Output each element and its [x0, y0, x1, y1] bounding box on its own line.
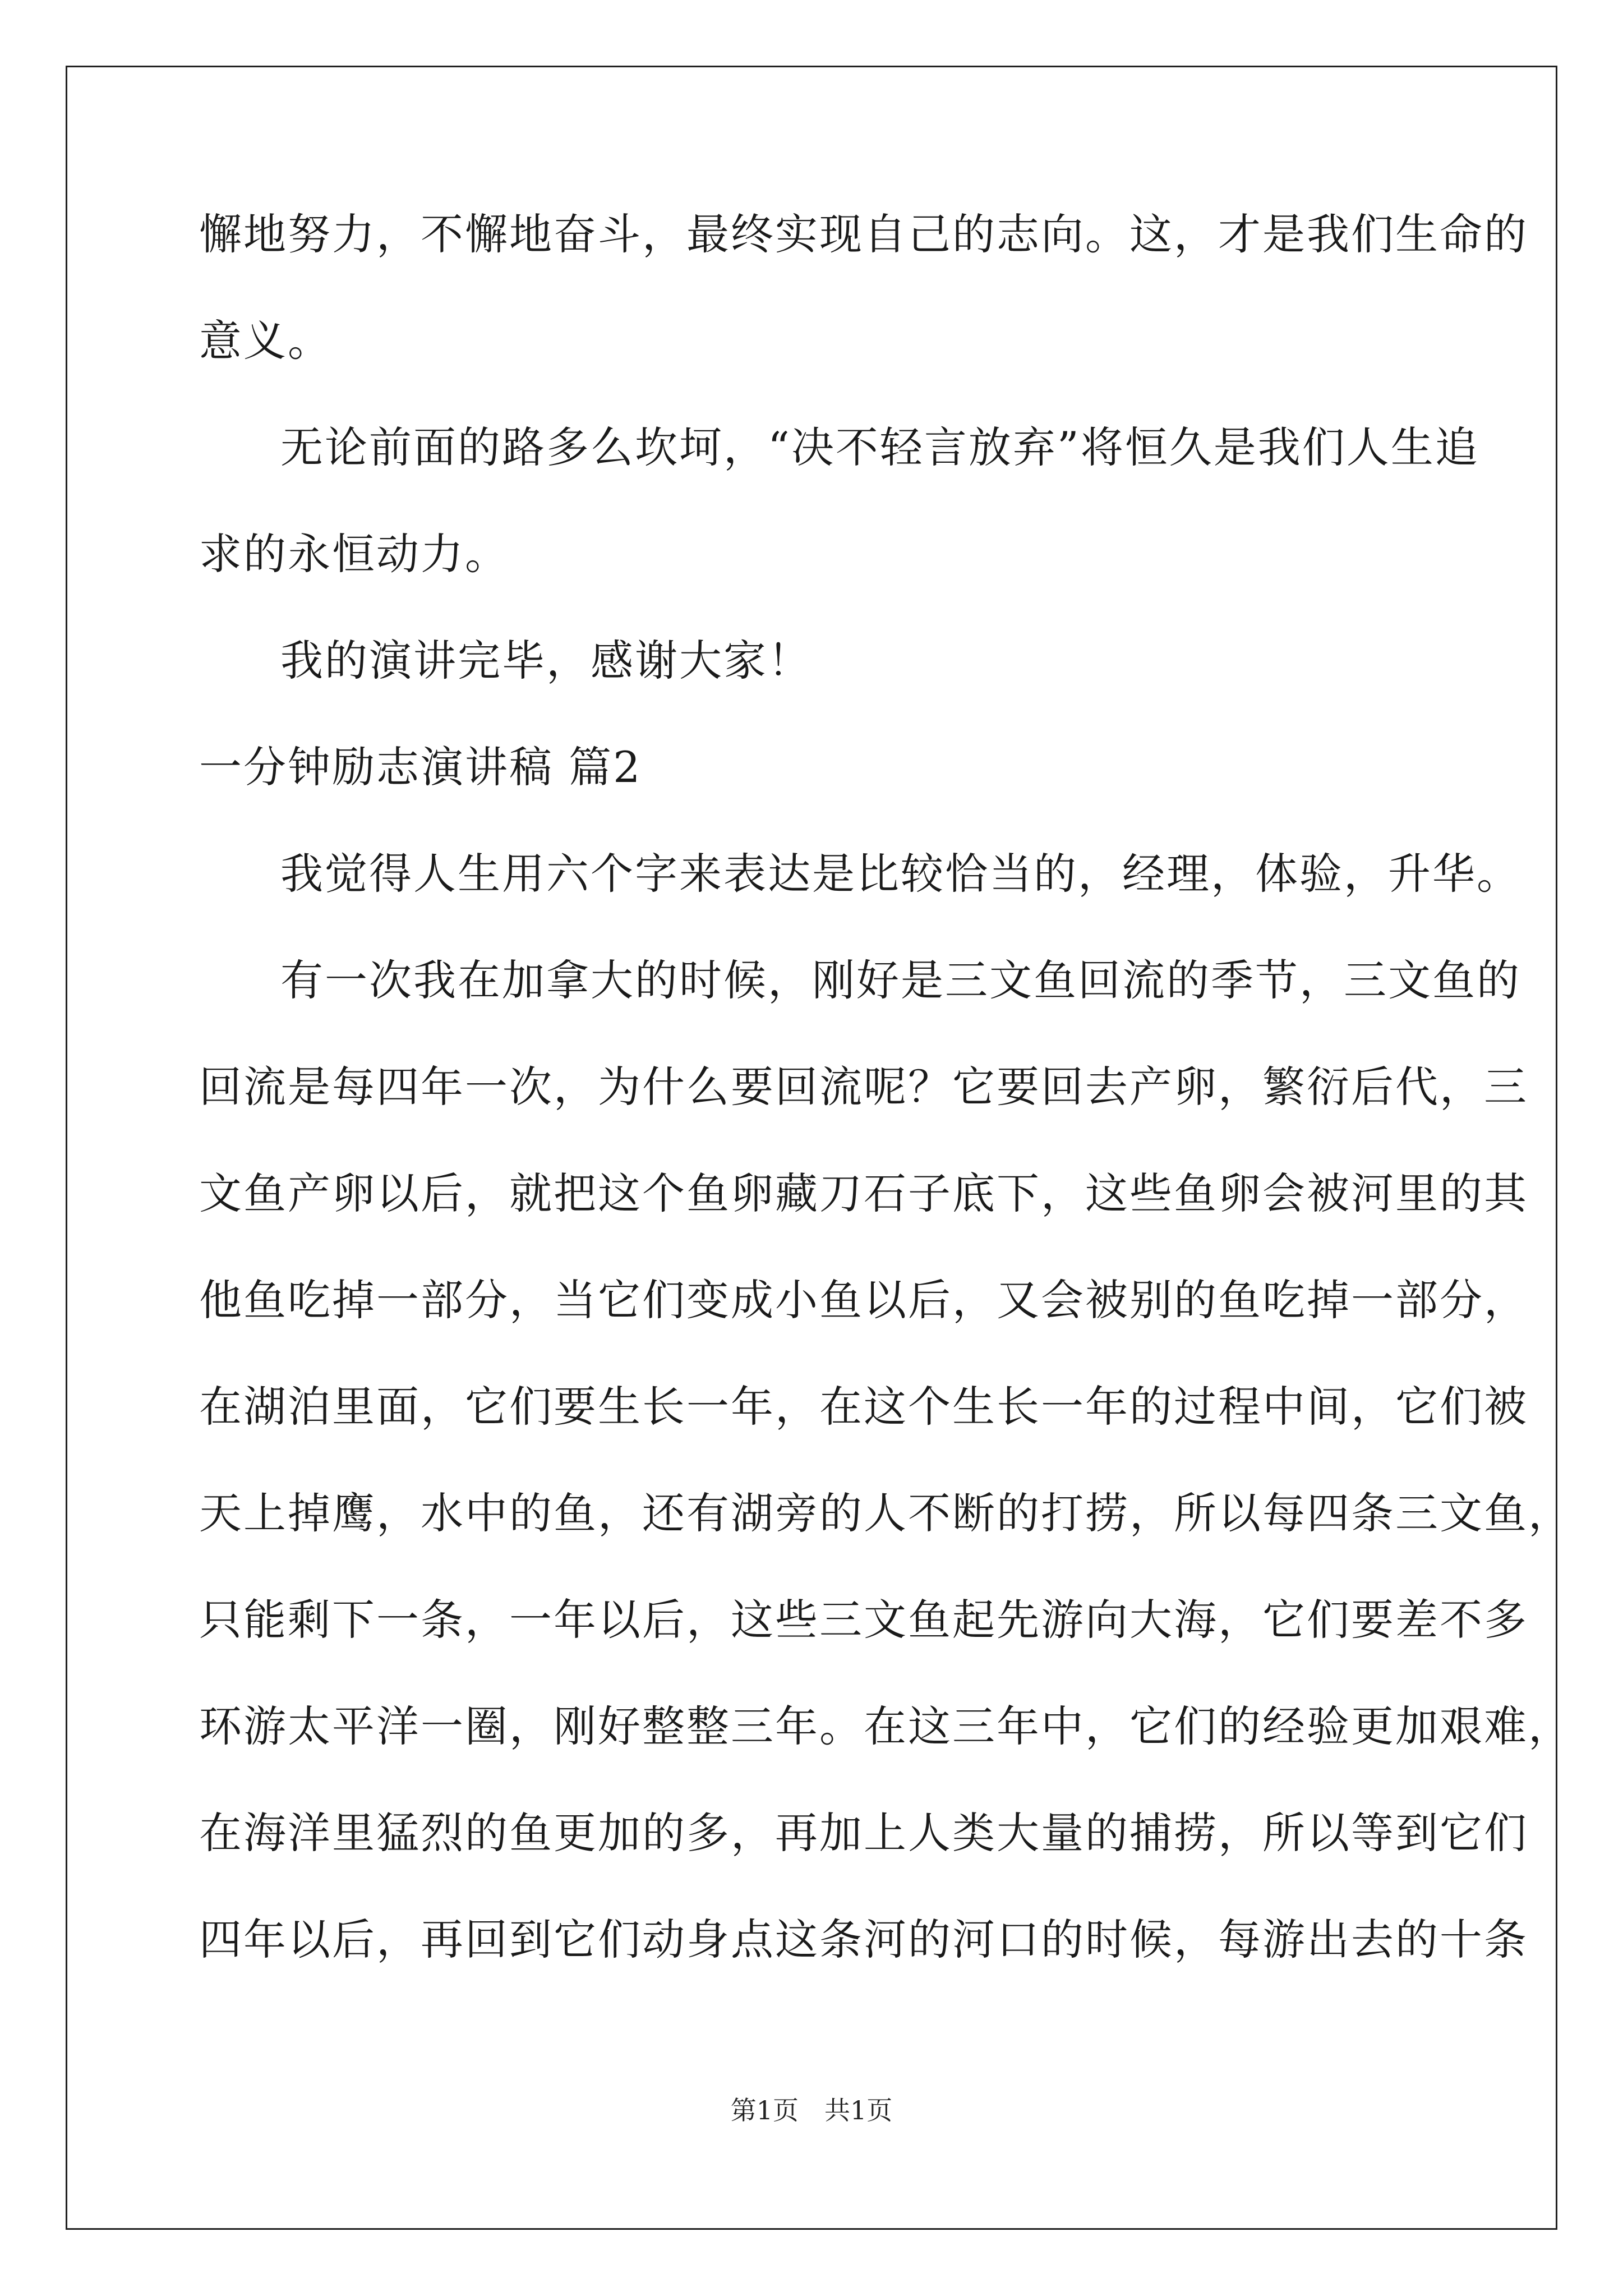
page-border	[66, 66, 1557, 2230]
paragraph-line: 在海洋里猛烈的鱼更加的多，再加上人类大量的捕捞，所以等到它们	[199, 1808, 1528, 1858]
paragraph-line: 我觉得人生用六个字来表达是比较恰当的，经理，体验，升华。	[280, 849, 1521, 899]
paragraph-line: 环游太平洋一圈，刚好整整三年。在这三年中，它们的经验更加艰难，	[199, 1701, 1573, 1751]
paragraph-line: 在湖泊里面，它们要生长一年，在这个生长一年的过程中间，它们被	[199, 1382, 1528, 1432]
paragraph-line: 四年以后，再回到它们动身点这条河的河口的时候，每游出去的十条	[199, 1915, 1528, 1964]
paragraph-line: 只能剩下一条，一年以后，这些三文鱼起先游向大海，它们要差不多	[199, 1595, 1528, 1645]
paragraph-line: 天上掉鹰，水中的鱼，还有湖旁的人不断的打捞，所以每四条三文鱼，	[199, 1488, 1573, 1538]
paragraph-line: 有一次我在加拿大的时候，刚好是三文鱼回流的季节，三文鱼的	[280, 955, 1521, 1005]
paragraph-line: 懈地努力，不懈地奋斗，最终实现自己的志向。这，才是我们生命的	[199, 209, 1528, 259]
paragraph-line: 文鱼产卵以后，就把这个鱼卵藏刀石子底下，这些鱼卵会被河里的其	[199, 1168, 1528, 1218]
paragraph-line: 他鱼吃掉一部分，当它们变成小鱼以后，又会被别的鱼吃掉一部分，	[199, 1275, 1528, 1325]
section-heading: 一分钟励志演讲稿 篇2	[199, 742, 642, 792]
paragraph-line: 求的永恒动力。	[199, 529, 509, 579]
paragraph-line: 意义。	[199, 316, 332, 366]
paragraph-line: 回流是每四年一次，为什么要回流呢？它要回去产卵，繁衍后代，三	[199, 1062, 1528, 1112]
page-number: 第1页 共1页	[730, 2095, 893, 2125]
paragraph-line: 无论前面的路多么坎坷，“决不轻言放弃”将恒久是我们人生追	[280, 422, 1479, 472]
paragraph-line: 我的演讲完毕，感谢大家！	[280, 636, 812, 685]
